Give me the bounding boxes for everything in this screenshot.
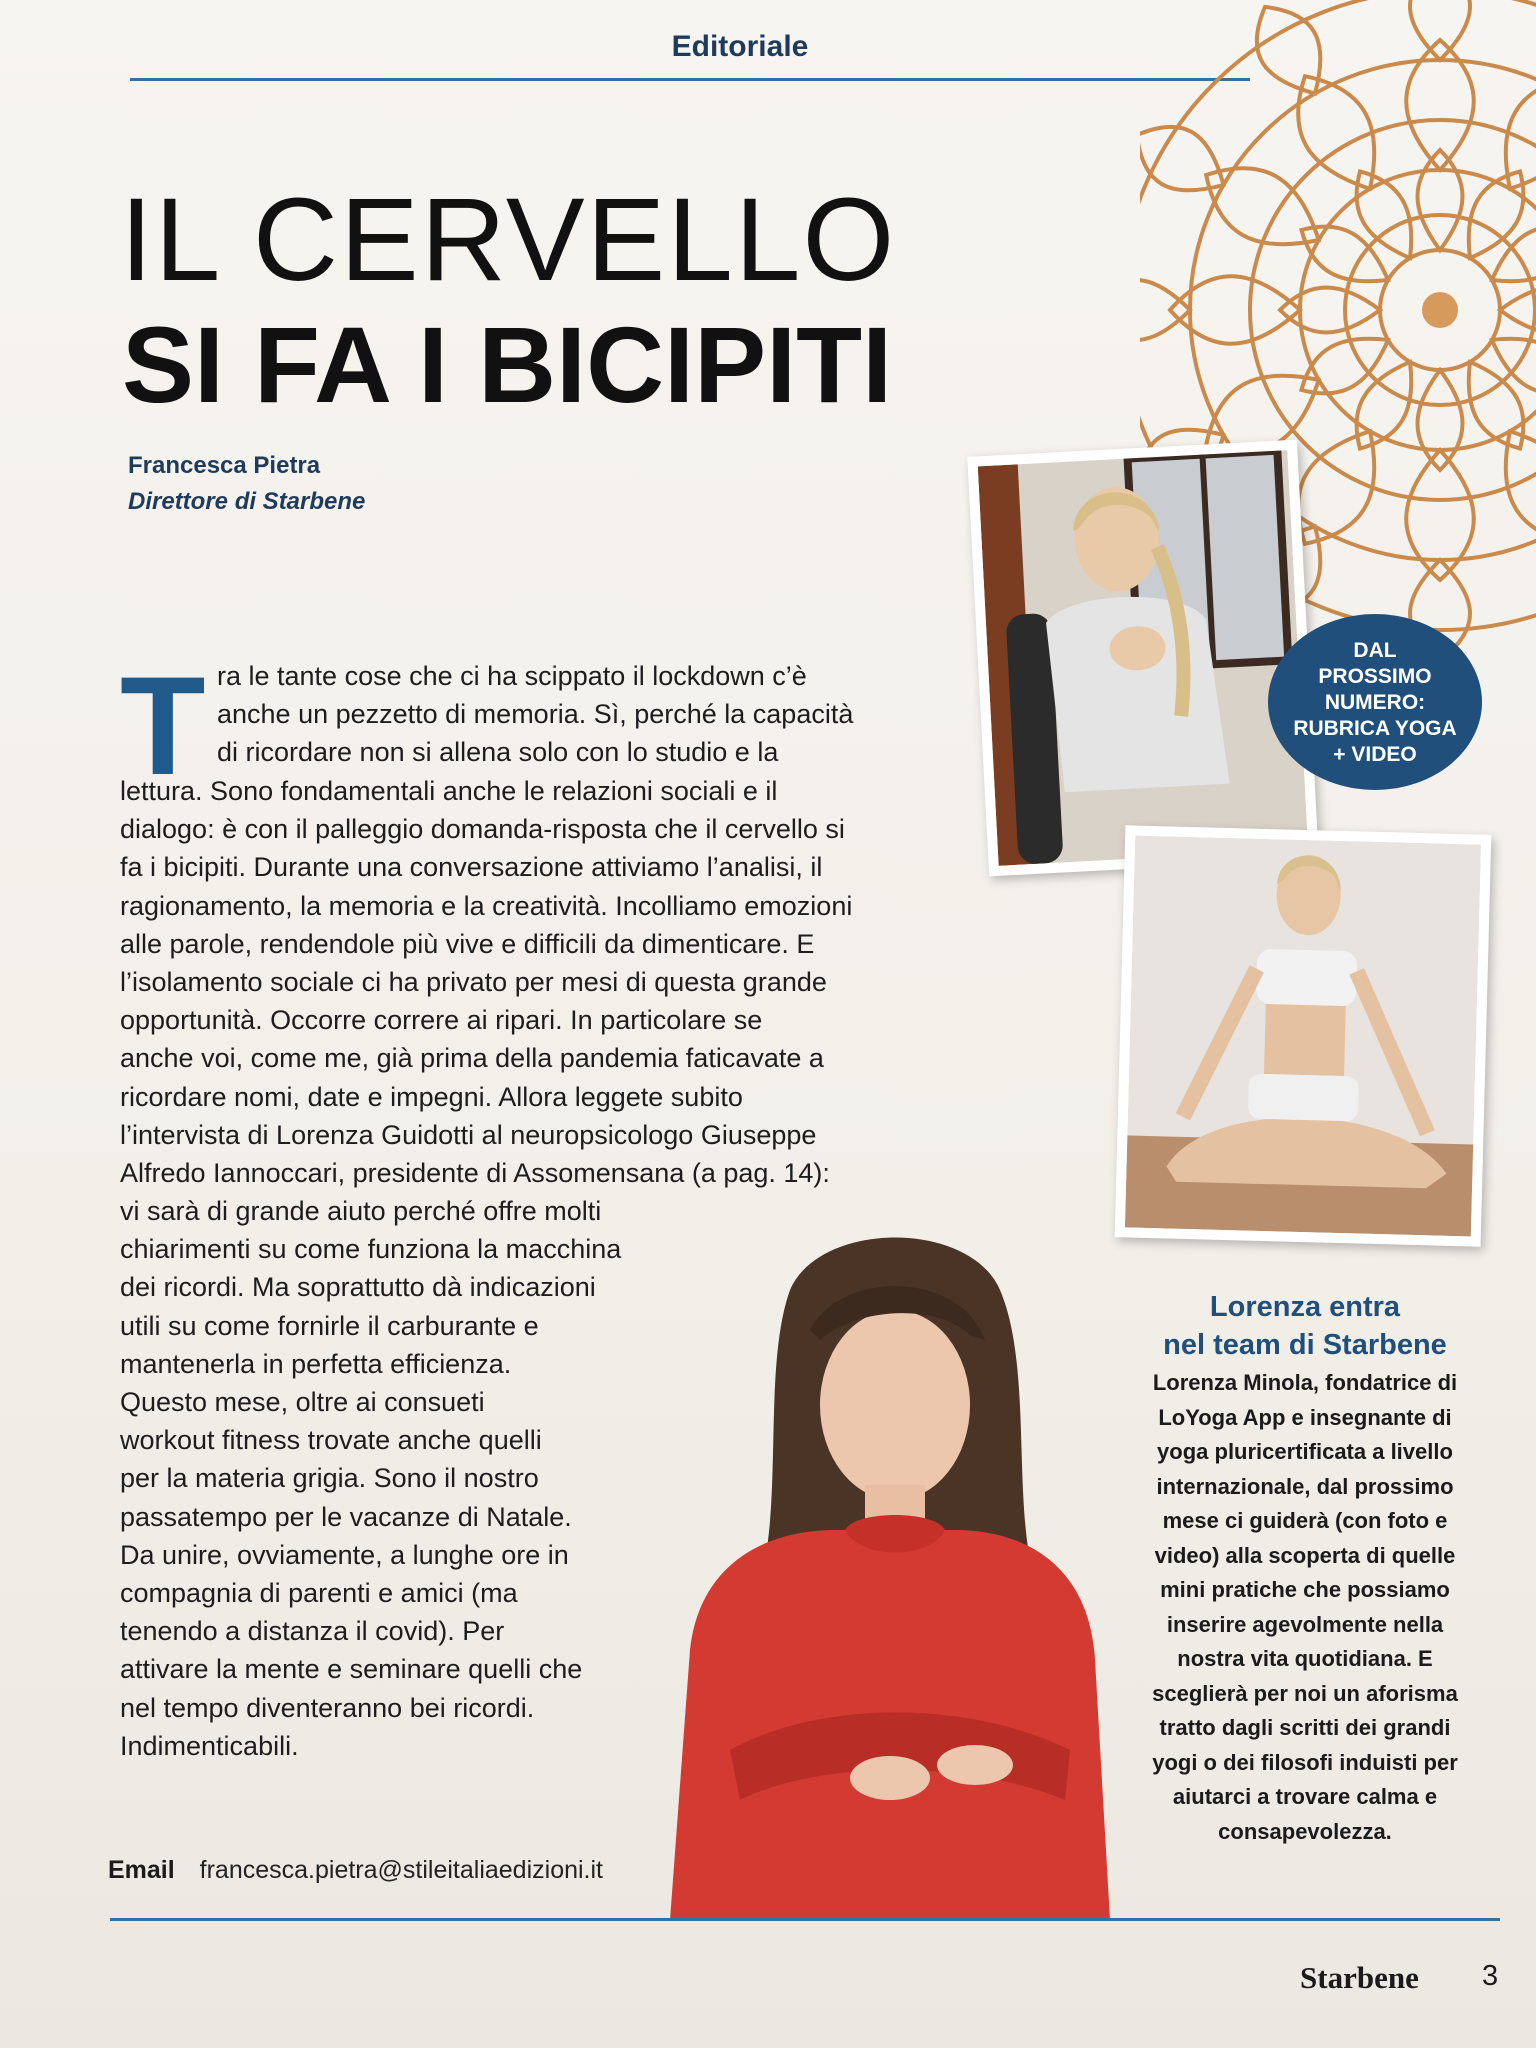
- brand-logo: Starbene: [1300, 1960, 1419, 1995]
- sidebar-line: LoYoga App e insegnante di: [1158, 1404, 1452, 1430]
- article-line: tenendo a distanza il covid). Per: [120, 1616, 505, 1647]
- email-link[interactable]: francesca.pietra@stileitaliaedizioni.it: [199, 1856, 604, 1884]
- article-line: Alfredo Iannoccari, presidente di Assomensana (a pag. 14):: [120, 1157, 830, 1188]
- section-label: Editoriale: [671, 30, 809, 63]
- article-line: Questo mese, oltre ai consueti: [120, 1387, 485, 1417]
- headline-line-2: SI FA I BICIPITI: [122, 304, 893, 425]
- sidebar-line: internazionale, dal prossimo: [1156, 1473, 1454, 1499]
- next-issue-badge: [1268, 614, 1482, 790]
- article-line: utili su come fornirle il carburante e: [120, 1310, 539, 1341]
- article-line: nel tempo diventeranno bei ricordi.: [120, 1692, 535, 1723]
- sidebar-body: [1105, 1366, 1505, 1849]
- sidebar-line: video) alla scoperta di quelle: [1154, 1542, 1456, 1568]
- sidebar-line: mese ci guiderà (con foto e: [1162, 1508, 1448, 1533]
- sidebar-title-line: Lorenza entra: [1209, 1291, 1401, 1323]
- article-line: compagnia di parenti e amici (ma: [120, 1577, 518, 1608]
- email-row: [108, 1856, 603, 1885]
- drop-cap: T: [120, 647, 206, 804]
- sidebar-line: consapevolezza.: [1218, 1818, 1392, 1844]
- headline-line-1: IL CERVELLO: [120, 174, 897, 306]
- yoga-photo-standing-image: [978, 450, 1309, 866]
- sidebar-line: yoga pluricertificata a livello: [1157, 1439, 1453, 1464]
- sidebar-line: Lorenza Minola, fondatrice di: [1152, 1370, 1458, 1395]
- article-line: l’intervista di Lorenza Guidotti al neuropsicologo Giuseppe: [120, 1119, 817, 1150]
- article-line: chiarimenti su come funziona la macchina: [120, 1234, 622, 1265]
- bottom-divider: [110, 1918, 1500, 1921]
- top-divider: [130, 78, 1250, 81]
- article-line: l’isolamento sociale ci ha privato per mesi di questa grande: [120, 966, 827, 997]
- article-line: di ricordare non si allena solo con lo studio e la: [217, 737, 779, 768]
- sidebar-line: nostra vita quotidiana. E: [1177, 1646, 1433, 1671]
- author-name: Francesca Pietra: [128, 452, 321, 479]
- article-line: anche voi, come me, già prima della pandemia faticavate a: [120, 1043, 824, 1074]
- sidebar-line: yogi o dei filosofi induisti per: [1152, 1749, 1458, 1775]
- badge-line: PROSSIMO: [1318, 665, 1432, 688]
- article-line: vi sarà di grande aiuto perché offre molti: [120, 1196, 602, 1227]
- article-line: workout fitness trovate anche quelli: [120, 1425, 542, 1456]
- article-line: attivare la mente e seminare quelli che: [120, 1654, 583, 1685]
- badge-line: DAL: [1353, 639, 1397, 662]
- sidebar-title: [1100, 1288, 1510, 1364]
- page-number: 3: [1482, 1960, 1499, 1992]
- sidebar-title-line: nel team di Starbene: [1163, 1329, 1447, 1361]
- yoga-photo-meditation: [1115, 825, 1492, 1246]
- article-line: ragionamento, la memoria e la creatività. Incolliamo emozioni: [120, 890, 853, 921]
- article-line: dei ricordi. Ma soprattutto dà indicazioni: [120, 1272, 596, 1303]
- badge-line: NUMERO:: [1324, 691, 1426, 714]
- article-line: ricordare nomi, date e impegni. Allora leggete subito: [120, 1081, 743, 1112]
- article-line: dialogo: è con il palleggio domanda-risposta che il cervello si: [120, 814, 845, 845]
- badge-line: + VIDEO: [1333, 743, 1417, 766]
- article-line: ra le tante cose che ci ha scippato il lockdown c’è: [217, 661, 807, 691]
- yoga-photo-meditation-image: [1125, 836, 1481, 1237]
- article-line: passatempo per le vacanze di Natale.: [120, 1501, 572, 1532]
- editor-portrait: [670, 1230, 1110, 1920]
- article-line: fa i bicipiti. Durante una conversazione attiviamo l’analisi, il: [120, 852, 823, 883]
- badge-line: RUBRICA YOGA: [1293, 717, 1457, 740]
- article-line: opportunità. Occorre correre ai ripari. In particolare se: [120, 1005, 763, 1036]
- article-body-top: [217, 657, 853, 772]
- article-line: lettura. Sono fondamentali anche le relazioni sociali e il: [120, 776, 778, 806]
- article-line: per la materia grigia. Sono il nostro: [120, 1463, 539, 1494]
- article-line: Indimenticabili.: [120, 1730, 299, 1761]
- article-line: alle parole, rendendole più vive e difficili da dimenticare. E: [120, 928, 815, 959]
- article-line: anche un pezzetto di memoria. Sì, perché la capacità: [217, 699, 854, 730]
- sidebar-line: inserire agevolmente nella: [1166, 1611, 1444, 1637]
- article-line: mantenerla in perfetta efficienza.: [120, 1348, 512, 1379]
- sidebar-line: tratto dagli scritti dei grandi: [1159, 1715, 1451, 1740]
- author-role: Direttore di Starbene: [128, 488, 366, 515]
- article-line: Da unire, ovviamente, a lunghe ore in: [120, 1539, 569, 1570]
- email-label: Email: [108, 1856, 175, 1884]
- yoga-photo-standing: [967, 440, 1319, 877]
- sidebar-line: sceglierà per noi un aforisma: [1152, 1680, 1458, 1706]
- sidebar-line: mini pratiche che possiamo: [1160, 1577, 1450, 1602]
- sidebar-line: aiutarci a trovare calma e: [1172, 1784, 1438, 1809]
